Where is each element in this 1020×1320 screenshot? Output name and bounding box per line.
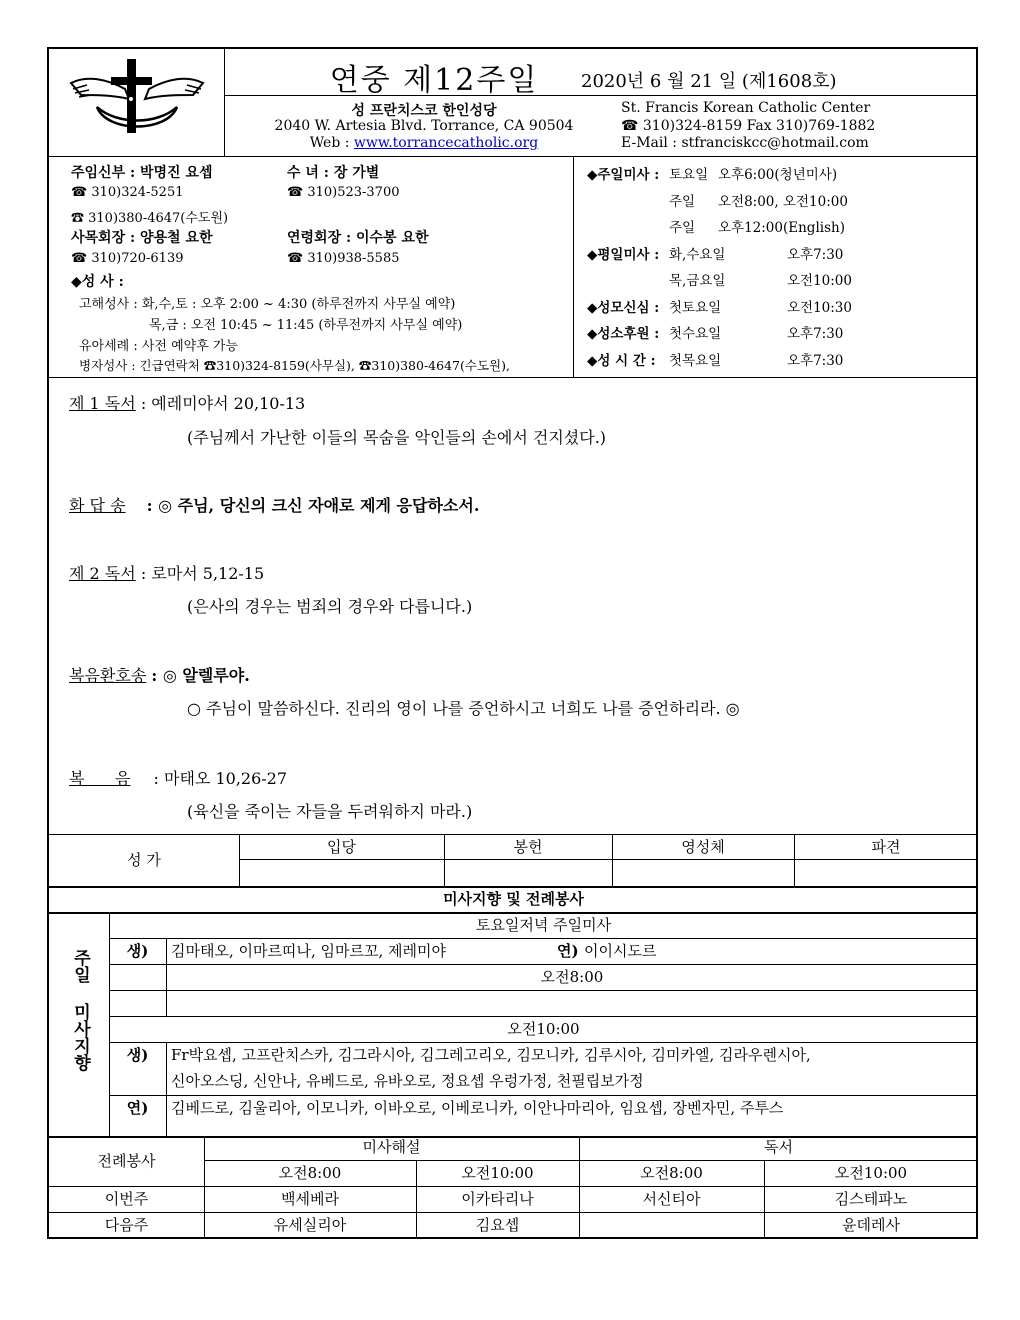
sat-living-list: 김마태오, 이마르띠나, 임마르꼬, 제레미야: [171, 942, 446, 960]
schedule-day: 주일: [669, 193, 696, 210]
reading-1-ref: : 예레미야서 20,10-13: [140, 394, 306, 413]
service-label: 전례봉사: [97, 1152, 156, 1170]
sacraments-label: ◆성 사 :: [71, 274, 124, 290]
schedule-row: [587, 296, 967, 323]
schedule-row: [587, 190, 967, 217]
schedule-day: 첫토요일: [669, 299, 722, 316]
psalm-text: : ◎ 주님, 당신의 크신 자애로 제게 응답하소서.: [146, 496, 480, 515]
baptism-info: 유아세례 : 사전 예약후 가능: [79, 339, 239, 354]
schedule-label: ◆성소후원 :: [587, 326, 660, 342]
next-week-2: 김요셉: [475, 1216, 520, 1234]
reading-1-label: 제 1 독서: [69, 394, 136, 413]
service-time-4: 오전10:00: [834, 1164, 908, 1182]
senior-president: 연령회장 : 이수봉 요한: [287, 230, 429, 246]
hymns-label: 성 가: [127, 851, 161, 869]
church-logo: [67, 55, 207, 145]
this-week-label: 이번주: [104, 1190, 149, 1208]
service-reading-header: 독서: [764, 1138, 793, 1156]
pastor-phone: ☎ 310)324-5251: [71, 185, 184, 200]
sister-name: 수 녀 : 장 가별: [287, 165, 380, 181]
confession-info: 고해성사 : 화,수,토 : 오후 2:00 ~ 4:30 (하루전까지 사무실 예약): [79, 297, 456, 312]
sat-dead-label: 연): [557, 942, 579, 960]
schedule-day: 토요일: [669, 167, 709, 183]
reading-2: [69, 561, 264, 584]
schedule-time: 오후12:00(English): [718, 220, 845, 236]
schedule-row: [587, 216, 967, 243]
sister-phone: ☎ 310)523-3700: [287, 185, 400, 200]
hymn-col-recessional: 파견: [871, 838, 901, 856]
alleluia-text: : ◎ 알렐루야.: [151, 666, 250, 685]
this-week-2: 이카타리나: [461, 1190, 534, 1208]
service-time-3: 오전8:00: [640, 1164, 703, 1182]
schedule-row: [587, 269, 967, 296]
schedule-row: [587, 163, 967, 190]
schedule-time: 오후6:00(청년미사): [718, 167, 838, 183]
schedule-day: 목,금요일: [669, 273, 726, 289]
web-label: Web :: [309, 135, 350, 151]
reading-1: [69, 391, 305, 414]
schedule-time: 오전8:00, 오전10:00: [718, 193, 848, 210]
am10-dead-list: 김베드로, 김울리아, 이모니카, 이바오로, 이베로니카, 이안나마리아, 임요셉, 장벤자민, 주투스: [171, 1099, 784, 1117]
mass-schedule: [587, 163, 967, 375]
council-president: 사목회장 : 양용철 요한: [71, 230, 213, 246]
schedule-time: 오전10:30: [787, 299, 852, 316]
bulletin-title: 연중 제12주일: [329, 63, 539, 98]
church-phone-fax: ☎ 310)324-8159 Fax 310)769-1882: [621, 118, 876, 134]
am10-living-list-1: Fr박요셉, 고프란치스카, 김그라시아, 김그레고리오, 김모니카, 김루시아, 김미카엘, 김라우렌시아,: [171, 1046, 811, 1064]
am10-title: 오전10:00: [507, 1020, 580, 1038]
hymn-col-offertory: 봉헌: [513, 838, 543, 856]
service-time-2: 오전10:00: [461, 1164, 534, 1182]
schedule-day: 화,수요일: [669, 246, 726, 263]
am8-title: 오전8:00: [540, 968, 604, 986]
this-week-3: 서신티아: [642, 1190, 701, 1208]
pastor-name: 주임신부 : 박명진 요셉: [71, 165, 213, 181]
am10-dead-label: 연): [126, 1099, 149, 1117]
bulletin-date: 2020년 6 월 21 일 (제1608호): [581, 71, 837, 92]
next-week-4: 윤데레사: [842, 1216, 900, 1234]
psalm-label: 화 답 송: [69, 496, 126, 515]
alleluia-label: 복음환호송: [69, 666, 147, 685]
church-address: 2040 W. Artesia Blvd. Torrance, CA 90504: [274, 118, 574, 134]
web-link[interactable]: www.torrancecatholic.org: [353, 135, 539, 151]
sat-living-label: 생): [126, 942, 149, 960]
schedule-label: ◆평일미사 :: [587, 246, 660, 263]
reading-2-summary: (은사의 경우는 범죄의 경우와 다릅니다.): [187, 597, 473, 616]
sat-mass-title: 토요일저녁 주일미사: [475, 916, 612, 934]
schedule-row: [587, 349, 967, 376]
schedule-label: ◆성 시 간 :: [587, 352, 656, 369]
gospel-summary: (육신을 죽이는 자들을 두려워하지 마라.): [187, 802, 473, 821]
reading-1-summary: (주님께서 가난한 이들의 목숨을 악인들의 손에서 건지셨다.): [187, 428, 607, 447]
this-week-4: 김스테파노: [834, 1190, 908, 1208]
reading-2-label: 제 2 독서: [69, 564, 136, 583]
schedule-row: [587, 243, 967, 270]
service-time-1: 오전8:00: [278, 1164, 342, 1182]
hymn-col-communion: 영성체: [681, 838, 725, 856]
schedule-day: 주일: [669, 220, 696, 236]
am10-living-label: 생): [126, 1046, 149, 1064]
sick-info: 병자성사 : 긴급연락처 ☎310)324-8159(사무실), ☎310)380-4647(수도원),: [79, 358, 510, 373]
church-web: [239, 135, 609, 151]
schedule-time: 오후7:30: [787, 246, 844, 263]
council-phone: ☎ 310)720-6139: [71, 251, 184, 266]
schedule-day: 첫목요일: [669, 352, 722, 369]
pastor-phone-monastery: ☎ 310)380-4647(수도원): [71, 211, 229, 226]
hymn-col-entrance: 입당: [327, 838, 356, 856]
schedule-time: 오후7:30: [787, 326, 844, 342]
schedule-day: 첫수요일: [669, 326, 722, 342]
alleluia-verse: ○ 주님이 말씀하신다. 진리의 영이 나를 증언하시고 너희도 나를 증언하리라. ◎: [187, 699, 740, 718]
gospel-acclamation: [69, 663, 250, 686]
schedule-row: [587, 322, 967, 349]
schedule-time: 오후7:30: [787, 352, 844, 369]
confession-info-2: 목,금 : 오전 10:45 ~ 11:45 (하루전까지 사무실 예약): [149, 318, 463, 333]
this-week-1: 백세베라: [281, 1190, 339, 1208]
schedule-label: ◆주일미사 :: [587, 167, 660, 183]
reading-2-ref: : 로마서 5,12-15: [140, 564, 265, 583]
am10-living-list-2: 신아오스딩, 신안나, 유베드로, 유바오로, 정요셉 우렁가정, 천필립보가정: [171, 1072, 644, 1090]
gospel-ref: : 마태오 10,26-27: [153, 769, 288, 788]
next-week-label: 다음주: [104, 1216, 149, 1234]
service-commentary-header: 미사해설: [362, 1138, 421, 1156]
church-email: E-Mail : stfranciskcc@hotmail.com: [621, 135, 869, 151]
intentions-side-label: [67, 949, 91, 1071]
next-week-1: 유세실리아: [273, 1216, 347, 1234]
senior-phone: ☎ 310)938-5585: [287, 251, 400, 266]
intentions-title: 미사지향 및 전례봉사: [443, 890, 584, 908]
gospel-label: 복 음: [69, 769, 131, 788]
schedule-label: ◆성모신심 :: [587, 299, 660, 316]
side-label-bottom: 미사지향: [70, 1003, 90, 1071]
responsorial-psalm: [69, 493, 479, 516]
sat-dead-list: 이이시도르: [584, 942, 657, 960]
schedule-time: 오전10:00: [787, 273, 852, 289]
gospel: [69, 766, 287, 789]
church-en-name: St. Francis Korean Catholic Center: [621, 100, 871, 116]
bulletin-page: [47, 47, 978, 1239]
church-name: 성 프란치스코 한인성당: [351, 103, 497, 119]
side-label-top: 주일: [70, 949, 90, 983]
